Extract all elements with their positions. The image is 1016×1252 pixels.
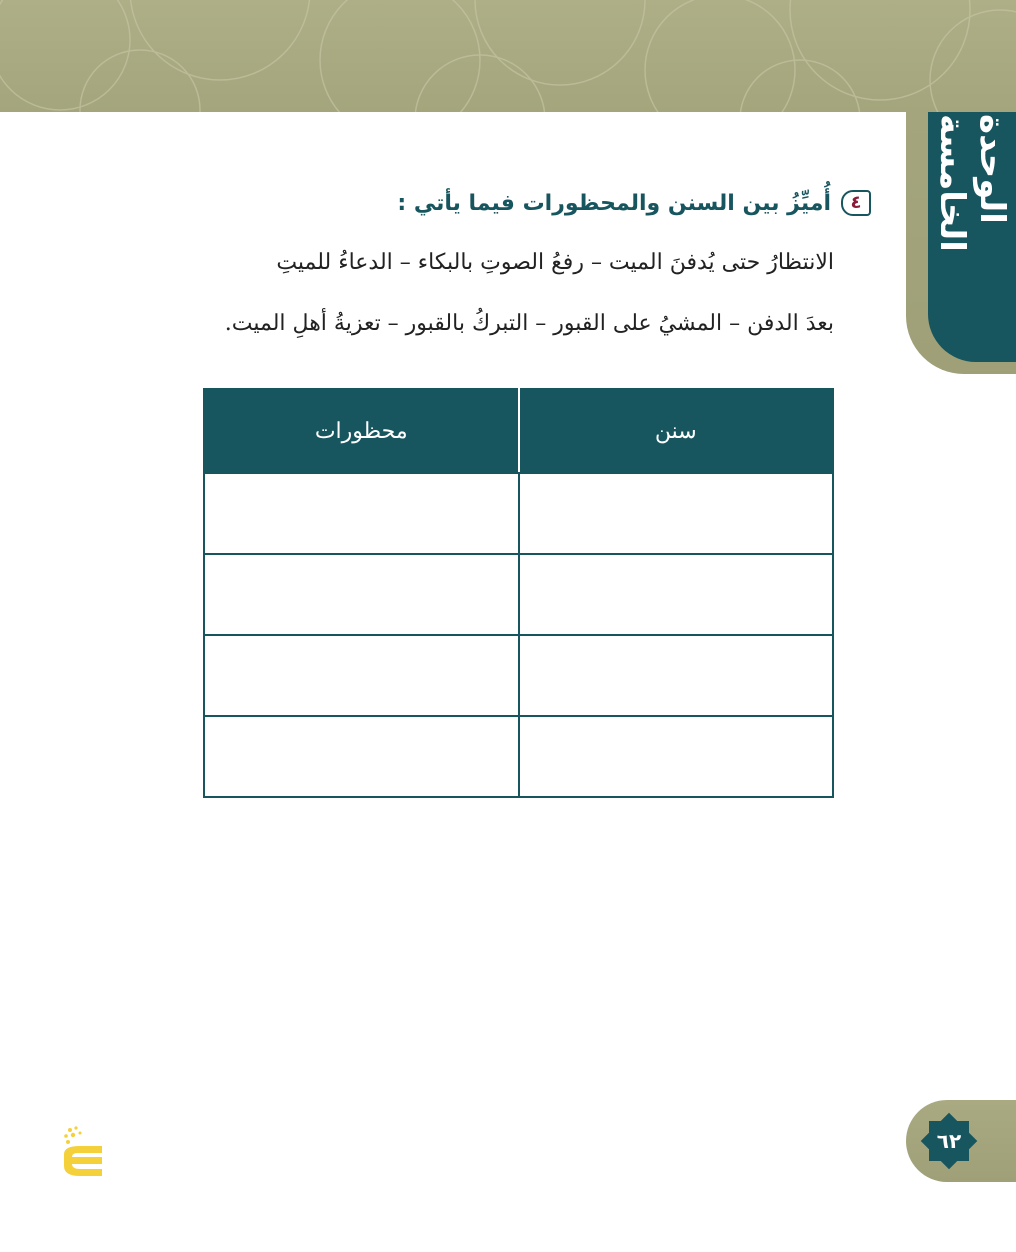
items-line-2: بعدَ الدفن – المشيُ على القبور – التبركُ بالقبور – تعزيةُ أهلِ الميت. bbox=[224, 311, 834, 336]
unit-title: الوحدة الخامسة bbox=[932, 114, 1012, 252]
question-instruction: أُميِّزُ بين السنن والمحظورات فيما يأتي : bbox=[397, 190, 831, 216]
top-decorative-banner bbox=[0, 0, 1016, 112]
geometric-pattern-icon bbox=[0, 0, 1016, 112]
publisher-logo-icon bbox=[58, 1124, 108, 1186]
page-number-badge bbox=[906, 1100, 1016, 1182]
answer-cell-sunan[interactable] bbox=[519, 716, 834, 797]
items-line-1: الانتظارُ حتى يُدفنَ الميت – رفعُ الصوتِ بالبكاء – الدعاءُ للميتِ bbox=[276, 250, 834, 275]
answer-cell-mahzurat[interactable] bbox=[204, 716, 519, 797]
unit-side-tab-inner bbox=[928, 112, 1016, 362]
table-row bbox=[204, 716, 833, 797]
question-number-badge: ٤ bbox=[841, 190, 871, 216]
question-heading bbox=[397, 190, 871, 216]
table-row bbox=[204, 554, 833, 635]
table-header-row bbox=[204, 389, 833, 473]
answer-cell-mahzurat[interactable] bbox=[204, 635, 519, 716]
answer-table bbox=[203, 388, 834, 798]
answer-cell-sunan[interactable] bbox=[519, 635, 834, 716]
table-row bbox=[204, 635, 833, 716]
answer-cell-sunan[interactable] bbox=[519, 473, 834, 554]
header-sunan: سنن bbox=[519, 389, 834, 473]
page-number: ٦٢ bbox=[936, 1129, 962, 1153]
unit-side-tab bbox=[906, 112, 1016, 374]
answer-cell-sunan[interactable] bbox=[519, 554, 834, 635]
answer-cell-mahzurat[interactable] bbox=[204, 473, 519, 554]
header-mahzurat: محظورات bbox=[204, 389, 519, 473]
answer-cell-mahzurat[interactable] bbox=[204, 554, 519, 635]
table-row bbox=[204, 473, 833, 554]
